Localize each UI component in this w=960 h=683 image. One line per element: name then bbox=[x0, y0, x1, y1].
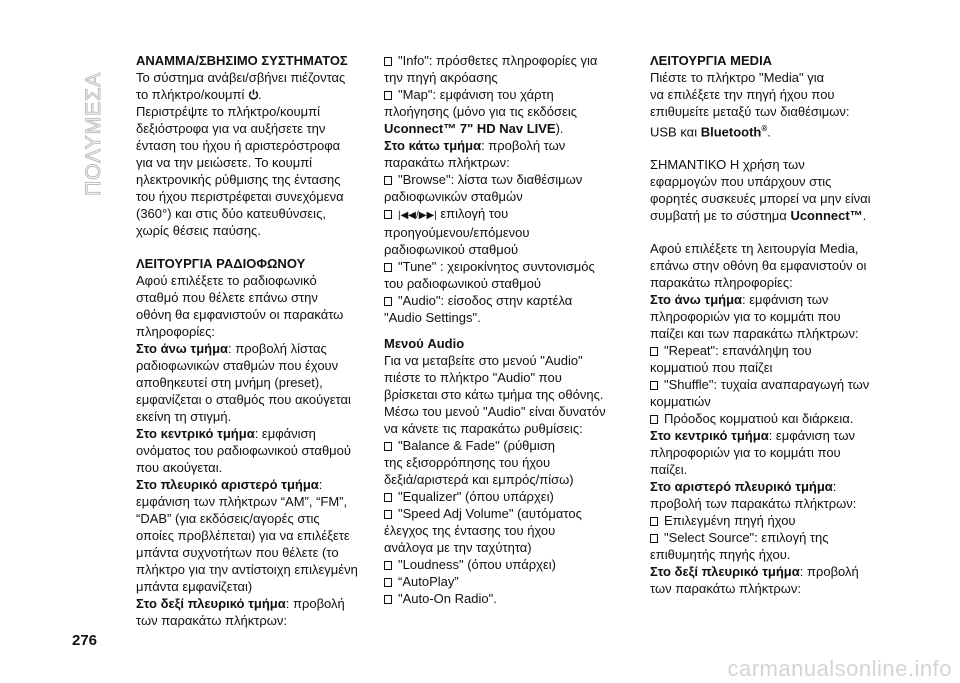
volume-line-6: του ήχου περιστρέφεται συνεχόμενα bbox=[136, 189, 344, 204]
radio-line-3: οθόνη θα εμφανιστούν οι παρακάτω bbox=[136, 307, 344, 322]
bullet-browse-cont: ραδιοφωνικών σταθμών bbox=[384, 189, 523, 204]
center-section-line-3: που ακούγεται. bbox=[136, 460, 223, 475]
bullet-seek-cont-2: ραδιοφωνικού σταθμού bbox=[384, 242, 519, 257]
section-side-title bbox=[74, 40, 114, 200]
volume-line-5: ηλεκτρονικής ρύθμισης της έντασης bbox=[136, 172, 341, 187]
top-section-line-1: Στο άνω τμήμα: προβολή λίστας bbox=[136, 341, 327, 356]
media-info-line-1: Αφού επιλέξετε τη λειτουργία Media, bbox=[650, 241, 859, 257]
media-top-line-1: Στο άνω τμήμα: εμφάνιση των bbox=[650, 292, 829, 308]
bullet-shuffle: "Shuffle": τυχαία αναπαραγωγή των bbox=[650, 376, 895, 393]
left-section-line-6: πλήκτρο για την αντίστοιχη επιλεγμένη bbox=[136, 562, 358, 577]
bullet-square-icon bbox=[650, 347, 658, 356]
media-info-line-3: παρακάτω πληροφορίες: bbox=[650, 275, 793, 291]
audio-menu-line-1: Για να μεταβείτε στο μενού "Audio" bbox=[384, 353, 583, 368]
bullet-square-icon bbox=[384, 561, 392, 570]
bullet-square-icon bbox=[384, 510, 392, 519]
bullet-map: "Map": εμφάνιση του χάρτη bbox=[384, 86, 624, 103]
bullet-square-icon bbox=[384, 595, 392, 604]
bullet-info-cont: την πηγή ακρόασης bbox=[384, 70, 498, 85]
media-line-2: να επιλέξετε την πηγή ήχου που bbox=[650, 87, 835, 102]
media-right-line-1: Στο δεξί πλευρικό τμήμα: προβολή bbox=[650, 564, 859, 580]
bottom-section-line-2: παρακάτω πλήκτρων: bbox=[384, 155, 510, 170]
seek-icons: |◀◀/▶▶| bbox=[398, 210, 437, 221]
bullet-browse: "Browse": λίστα των διαθέσιμων bbox=[384, 171, 624, 188]
right-section-line-1: Στο δεξί πλευρικό τμήμα: προβολή bbox=[136, 596, 345, 611]
bullet-square-icon bbox=[650, 517, 658, 526]
bullet-seek: |◀◀/▶▶| επιλογή του bbox=[384, 205, 624, 224]
bullet-loudness: "Loudness" (όπου υπάρχει) bbox=[384, 556, 624, 573]
bullet-square-icon bbox=[384, 263, 392, 272]
bullet-square-icon bbox=[650, 415, 658, 424]
bullet-tune-cont: του ραδιοφωνικού σταθμού bbox=[384, 276, 541, 291]
bullet-audio: "Audio": είσοδος στην καρτέλα bbox=[384, 292, 624, 309]
volume-line-3: ένταση του ήχου ή αριστερόστροφα bbox=[136, 138, 341, 153]
bullet-square-icon bbox=[384, 297, 392, 306]
heading-power: ΑΝΑΜΜΑ/ΣΒΗΣΙΜΟ ΣΥΣΤΗΜΑΤΟΣ bbox=[136, 53, 348, 68]
top-section-line-5: εκείνη τη στιγμή. bbox=[136, 409, 232, 424]
column-3 bbox=[650, 52, 895, 597]
bullet-repeat-cont: κομματιού που παίζει bbox=[650, 360, 773, 376]
column-1 bbox=[136, 52, 361, 629]
bullet-progress: Πρόοδος κομματιού και διάρκεια. bbox=[650, 410, 895, 427]
bullet-square-icon bbox=[384, 442, 392, 451]
volume-line-7: (360°) και στις δύο κατευθύνσεις, bbox=[136, 206, 326, 221]
bullet-map-cont-2: Uconnect™ 7" HD Nav LIVE). bbox=[384, 121, 564, 136]
bullet-speed-adj: "Speed Adj Volume" (αυτόματος bbox=[384, 505, 624, 522]
watermark: carmanualsonline.info bbox=[727, 656, 952, 681]
important-line-2: εφαρμογών που υπάρχουν στις bbox=[650, 174, 832, 190]
bullet-square-icon bbox=[650, 534, 658, 543]
column-2 bbox=[384, 52, 624, 607]
volume-line-8: χωρίς θέσεις παύσης. bbox=[136, 223, 261, 238]
radio-line-1: Αφού επιλέξετε το ραδιοφωνικό bbox=[136, 273, 317, 288]
power-line-2: το πλήκτρο/κουμπί . bbox=[136, 87, 262, 102]
media-line-3: επιθυμείτε μεταξύ των διαθέσιμων: bbox=[650, 104, 850, 119]
left-section-line-1: Στο πλευρικό αριστερό τμήμα: bbox=[136, 477, 323, 492]
bullet-speed-adj-cont-2: ανάλογα με την ταχύτητα) bbox=[384, 540, 532, 555]
bullet-seek-cont: προηγούμενου/επόμενου bbox=[384, 225, 530, 240]
media-center-line-1: Στο κεντρικό τμήμα: εμφάνιση των bbox=[650, 428, 856, 444]
important-line-4: συμβατή με το σύστημα Uconnect™. bbox=[650, 208, 867, 224]
bullet-square-icon bbox=[650, 381, 658, 390]
bullet-balance: "Balance & Fade" (ρύθμιση bbox=[384, 437, 624, 454]
media-right-line-2: των παρακάτω πλήκτρων: bbox=[650, 581, 801, 597]
bullet-select-source-cont: επιθυμητής πηγής ήχου. bbox=[650, 547, 791, 563]
radio-line-2: σταθμό που θέλετε επάνω στην bbox=[136, 290, 318, 305]
radio-line-4: πληροφορίες: bbox=[136, 324, 215, 339]
top-section-line-2: ραδιοφωνικών σταθμών που έχουν bbox=[136, 358, 339, 373]
center-section-line-1: Στο κεντρικό τμήμα: εμφάνιση bbox=[136, 426, 316, 441]
bullet-info: "Info": πρόσθετες πληροφορίες για bbox=[384, 52, 624, 69]
bullet-square-icon bbox=[384, 210, 392, 219]
bullet-selected-source: Επιλεγμένη πηγή ήχου bbox=[650, 512, 895, 529]
volume-line-1: Περιστρέψτε το πλήκτρο/κουμπί bbox=[136, 104, 321, 119]
right-section-line-2: των παρακάτω πλήκτρων: bbox=[136, 613, 287, 628]
page-number: 276 bbox=[72, 632, 98, 649]
bottom-section-line-1: Στο κάτω τμήμα: προβολή των bbox=[384, 138, 566, 153]
media-line-4: USB και Bluetooth®. bbox=[650, 124, 771, 140]
top-section-line-3: αποθηκευτεί στη μνήμη (preset), bbox=[136, 375, 323, 390]
volume-line-2: δεξιόστροφα για να αυξήσετε την bbox=[136, 121, 326, 136]
bullet-square-icon bbox=[384, 176, 392, 185]
top-section-line-4: εμφανίζεται ο σταθμός που ακούγεται bbox=[136, 392, 351, 407]
power-line-1: Το σύστημα ανάβει/σβήνει πιέζοντας bbox=[136, 70, 346, 85]
important-line-3: φορητές συσκευές μπορεί να μην είναι bbox=[650, 191, 871, 207]
bullet-auto-on-radio: "Auto-On Radio". bbox=[384, 590, 624, 607]
bullet-tune: "Tune" : χειροκίνητος συντονισμός bbox=[384, 258, 624, 275]
important-line-1: ΣΗΜΑΝΤΙΚΟ Η χρήση των bbox=[650, 157, 805, 173]
left-section-line-2: εμφάνιση των πλήκτρων “AM”, “FM”, bbox=[136, 494, 348, 509]
bullet-equalizer: "Equalizer" (όπου υπάρχει) bbox=[384, 488, 624, 505]
bullet-map-cont: πλοήγησης (μόνο για τις εκδόσεις bbox=[384, 104, 577, 119]
bullet-balance-cont: της εξισορρόπησης του ήχου bbox=[384, 455, 551, 470]
audio-menu-line-3: βρίσκεται στο κάτω τμήμα της οθόνης. bbox=[384, 387, 604, 402]
media-center-line-3: παίζει. bbox=[650, 462, 688, 478]
bullet-shuffle-cont: κομματιών bbox=[650, 394, 711, 410]
media-left-line-2: προβολή των παρακάτω πλήκτρων: bbox=[650, 496, 857, 512]
bullet-square-icon bbox=[384, 493, 392, 502]
heading-media: ΛΕΙΤΟΥΡΓΙΑ MEDIA bbox=[650, 53, 773, 68]
media-center-line-2: πληροφοριών για το κομμάτι που bbox=[650, 445, 841, 461]
bullet-balance-cont-2: δεξιά/αριστερά και εμπρός/πίσω) bbox=[384, 472, 574, 487]
bullet-repeat: "Repeat": επανάληψη του bbox=[650, 342, 895, 359]
media-top-line-2: πληροφοριών για το κομμάτι που bbox=[650, 309, 841, 325]
left-section-line-4: οποίες προβλέπεται) για να επιλέξετε bbox=[136, 528, 350, 543]
bullet-audio-cont: "Audio Settings". bbox=[384, 310, 481, 325]
left-section-line-7: μπάντα εμφανίζεται) bbox=[136, 579, 253, 594]
heading-audio-menu: Μενού Audio bbox=[384, 336, 465, 351]
left-section-line-5: μπάντα συχνοτήτων που θέλετε (το bbox=[136, 545, 339, 560]
bullet-square-icon bbox=[384, 578, 392, 587]
bullet-square-icon bbox=[384, 91, 392, 100]
audio-menu-line-5: να κάνετε τις παρακάτω ρυθμίσεις: bbox=[384, 421, 583, 436]
power-icon bbox=[248, 87, 258, 97]
audio-menu-line-2: πιέστε το πλήκτρο "Audio" που bbox=[384, 370, 562, 385]
media-left-line-1: Στο αριστερό πλευρικό τμήμα: bbox=[650, 479, 837, 495]
audio-menu-line-4: Μέσω του μενού "Audio" είναι δυνατόν bbox=[384, 404, 606, 419]
bullet-select-source: "Select Source": επιλογή της bbox=[650, 529, 895, 546]
media-top-line-3: παίζει και των παρακάτω πλήκτρων: bbox=[650, 326, 859, 342]
bullet-square-icon bbox=[384, 57, 392, 66]
media-info-line-2: επάνω στην οθόνη θα εμφανιστούν οι bbox=[650, 258, 867, 274]
heading-radio: ΛΕΙΤΟΥΡΓΙΑ ΡΑΔΙΟΦΩΝΟΥ bbox=[136, 256, 306, 271]
side-title-text: ΠΟΛΥΜΕΣΑ bbox=[82, 71, 105, 196]
bullet-speed-adj-cont: έλεγχος της έντασης του ήχου bbox=[384, 523, 556, 538]
center-section-line-2: ονόματος του ραδιοφωνικού σταθμού bbox=[136, 443, 352, 458]
bullet-autoplay: “AutoPlay” bbox=[384, 573, 624, 590]
media-line-1: Πιέστε το πλήκτρο "Media" για bbox=[650, 70, 825, 85]
volume-line-4: για να την μειώσετε. Το κουμπί bbox=[136, 155, 313, 170]
left-section-line-3: “DAB” (για εκδόσεις/αγορές στις bbox=[136, 511, 320, 526]
